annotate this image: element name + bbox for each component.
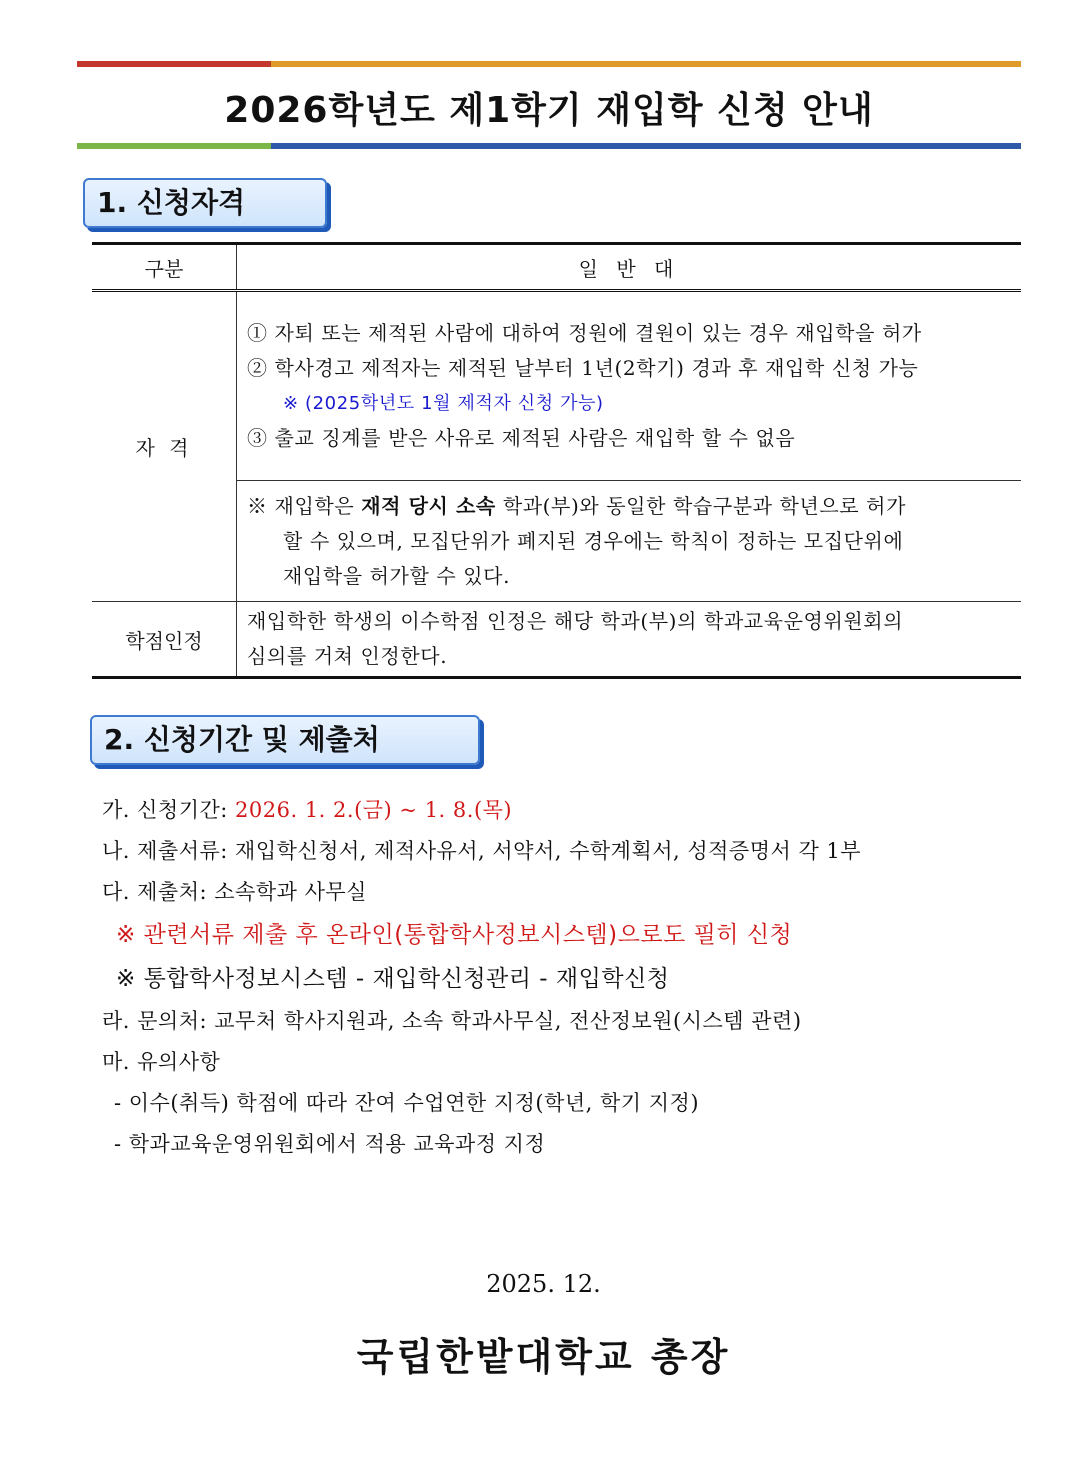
eligibility-table <box>92 242 1021 679</box>
row-label-eligibility: 자 격 <box>92 291 237 602</box>
credit-line: 재입학한 학생의 이수학점 인정은 해당 학과(부)의 학과교육운영위원회의 <box>247 609 904 633</box>
page-title: 2026학년도 제1학기 재입학 신청 안내 <box>224 90 874 131</box>
system-path: ※ 통합학사정보시스템 - 재입학신청관리 - 재입학신청 <box>116 966 670 992</box>
note-line: 할 수 있으며, 모집단위가 폐지된 경우에는 학칙이 정하는 모집단위에 <box>283 528 904 553</box>
list-item: ③ 출교 징계를 받은 사유로 제적된 사람은 재입학 할 수 없음 <box>247 426 796 450</box>
issue-date: 2025. 12. <box>486 1270 601 1298</box>
caution-title: 마. 유의사항 <box>102 1050 221 1074</box>
credit-line: 심의를 거쳐 인정한다. <box>247 644 448 668</box>
eligibility-items <box>237 291 1022 481</box>
table-row <box>92 602 1021 678</box>
section2-body <box>102 790 1032 1165</box>
table-header-row <box>92 244 1021 291</box>
caution-item: - 학과교육운영위원회에서 적용 교육과정 지정 <box>114 1132 546 1156</box>
row-label-credit: 학점인정 <box>92 602 237 678</box>
section2-heading: 2. 신청기간 및 제출처 <box>90 715 480 765</box>
period-line <box>102 790 1032 831</box>
list-item: ② 학사경고 제적자는 제적된 날부터 1년(2학기) 경과 후 재입학 신청 가능 <box>247 356 919 380</box>
period-label: 가. 신청기간: <box>102 798 236 822</box>
note-rest: 학과(부)와 동일한 학습구분과 학년으로 허가 <box>495 493 907 518</box>
note-line <box>247 489 1011 524</box>
col-header-category: 구분 <box>92 244 237 291</box>
caution-item: - 이수(취득) 학점에 따라 잔여 수업연한 지정(학년, 학기 지정) <box>114 1091 700 1115</box>
section1-heading: 1. 신청자격 <box>83 178 327 228</box>
office-line: 다. 제출처: 소속학과 사무실 <box>102 880 367 904</box>
eligibility-note <box>237 481 1022 602</box>
period-value: 2026. 1. 2.(금) ~ 1. 8.(목) <box>235 798 513 822</box>
table-row <box>92 291 1021 481</box>
bottom-bar-green <box>77 143 271 149</box>
documents-line: 나. 제출서류: 재입학신청서, 제적사유서, 서약서, 수학계획서, 성적증명서 각 1부 <box>102 839 862 863</box>
signature: 국립한밭대학교 총장 <box>356 1334 731 1379</box>
note-bold: 재적 당시 소속 <box>361 493 496 518</box>
contact-line: 라. 문의처: 교무처 학사지원과, 소속 학과사무실, 전산정보원(시스템 관련) <box>102 1009 802 1033</box>
bottom-bar-blue <box>271 143 1021 149</box>
list-item: ※ (2025학년도 1월 제적자 신청 가능) <box>283 393 604 414</box>
col-header-general: 일 반 대 <box>237 244 1022 291</box>
online-notice: ※ 관련서류 제출 후 온라인(통합학사정보시스템)으로도 필히 신청 <box>116 922 793 948</box>
list-item: ① 자퇴 또는 제적된 사람에 대하여 정원에 결원이 있는 경우 재입학을 허가 <box>247 321 922 345</box>
note-line: 재입학을 허가할 수 있다. <box>283 563 511 588</box>
top-bar-orange <box>271 61 1021 67</box>
credit-text <box>237 602 1022 678</box>
note-prefix: ※ 재입학은 <box>247 493 362 518</box>
top-bar-red <box>77 61 271 67</box>
